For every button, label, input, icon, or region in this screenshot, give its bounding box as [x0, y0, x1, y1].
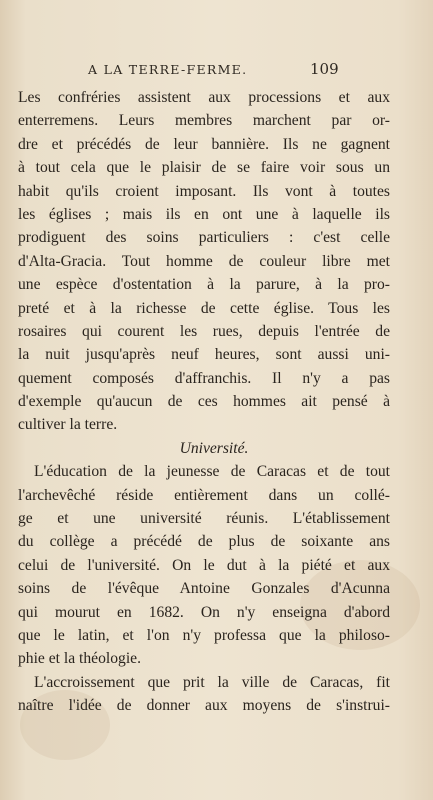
text-line: Les confréries assistent aux processions et aux — [18, 89, 390, 106]
text-line: celui de l'université. On le dut à la piété et aux — [18, 556, 390, 574]
text-line: à tout cela que le plaisir de se faire voir sous un — [18, 159, 390, 177]
text-line: qui mourut en 1682. On n'y enseigna d'abord — [18, 603, 390, 621]
paragraph-accroissement — [18, 671, 390, 718]
text-line: soins de l'évêque Antoine Gonzales d'Acunna — [18, 580, 390, 598]
text-line: L'éducation de la jeunesse de Caracas et de tout — [34, 463, 390, 481]
text-block — [18, 86, 390, 718]
text-line: L'accroissement que prit la ville de Caracas, fit — [34, 673, 390, 691]
text-line: cultiver la terre. — [18, 416, 118, 434]
paragraph-confreries — [18, 86, 390, 437]
text-line: d'Alta-Gracia. Tout homme de couleur libre met — [18, 252, 390, 270]
text-line: prodiguent des soins particuliers : c'est celle — [18, 229, 390, 247]
running-head: A LA TERRE-FERME. — [88, 62, 248, 77]
page-number: 109 — [310, 60, 339, 78]
text-line: d'exemple qu'aucun de ces hommes ait pensé à — [18, 393, 390, 411]
text-line: enterremens. Leurs membres marchent par or- — [18, 112, 390, 130]
text-line: l'archevêché réside entièrement dans un collé- — [18, 486, 390, 504]
section-title: Université. — [179, 439, 249, 457]
text-line: preté et à la richesse de cette église. Tous les — [18, 299, 390, 317]
text-line: la nuit jusqu'après neuf heures, sont aussi uni- — [18, 346, 390, 364]
text-line: une espèce d'ostentation à la parure, à la pro- — [18, 276, 390, 294]
text-line: naître l'idée de donner aux moyens de s'instrui- — [18, 697, 390, 715]
page-header — [0, 60, 433, 82]
text-line: ge et une université réunis. L'établissement — [18, 510, 390, 528]
text-line: les églises ; mais ils en ont une à laquelle ils — [18, 205, 390, 223]
text-line: habit qu'ils croient imposant. Ils vont à toutes — [18, 182, 390, 200]
text-line: dre et précédés de leur bannière. Ils ne gagnent — [18, 135, 390, 153]
text-line: phie et la théologie. — [18, 650, 141, 668]
text-line: du collège a précédé de plus de soixante ans — [18, 533, 390, 551]
text-line: quement composés d'affranchis. Il n'y a pas — [18, 369, 390, 387]
text-line: rosaires qui courent les rues, depuis l'entrée de — [18, 322, 390, 340]
text-line: que le latin, et l'on n'y professa que la philoso- — [18, 626, 390, 644]
paragraph-education — [18, 460, 390, 671]
